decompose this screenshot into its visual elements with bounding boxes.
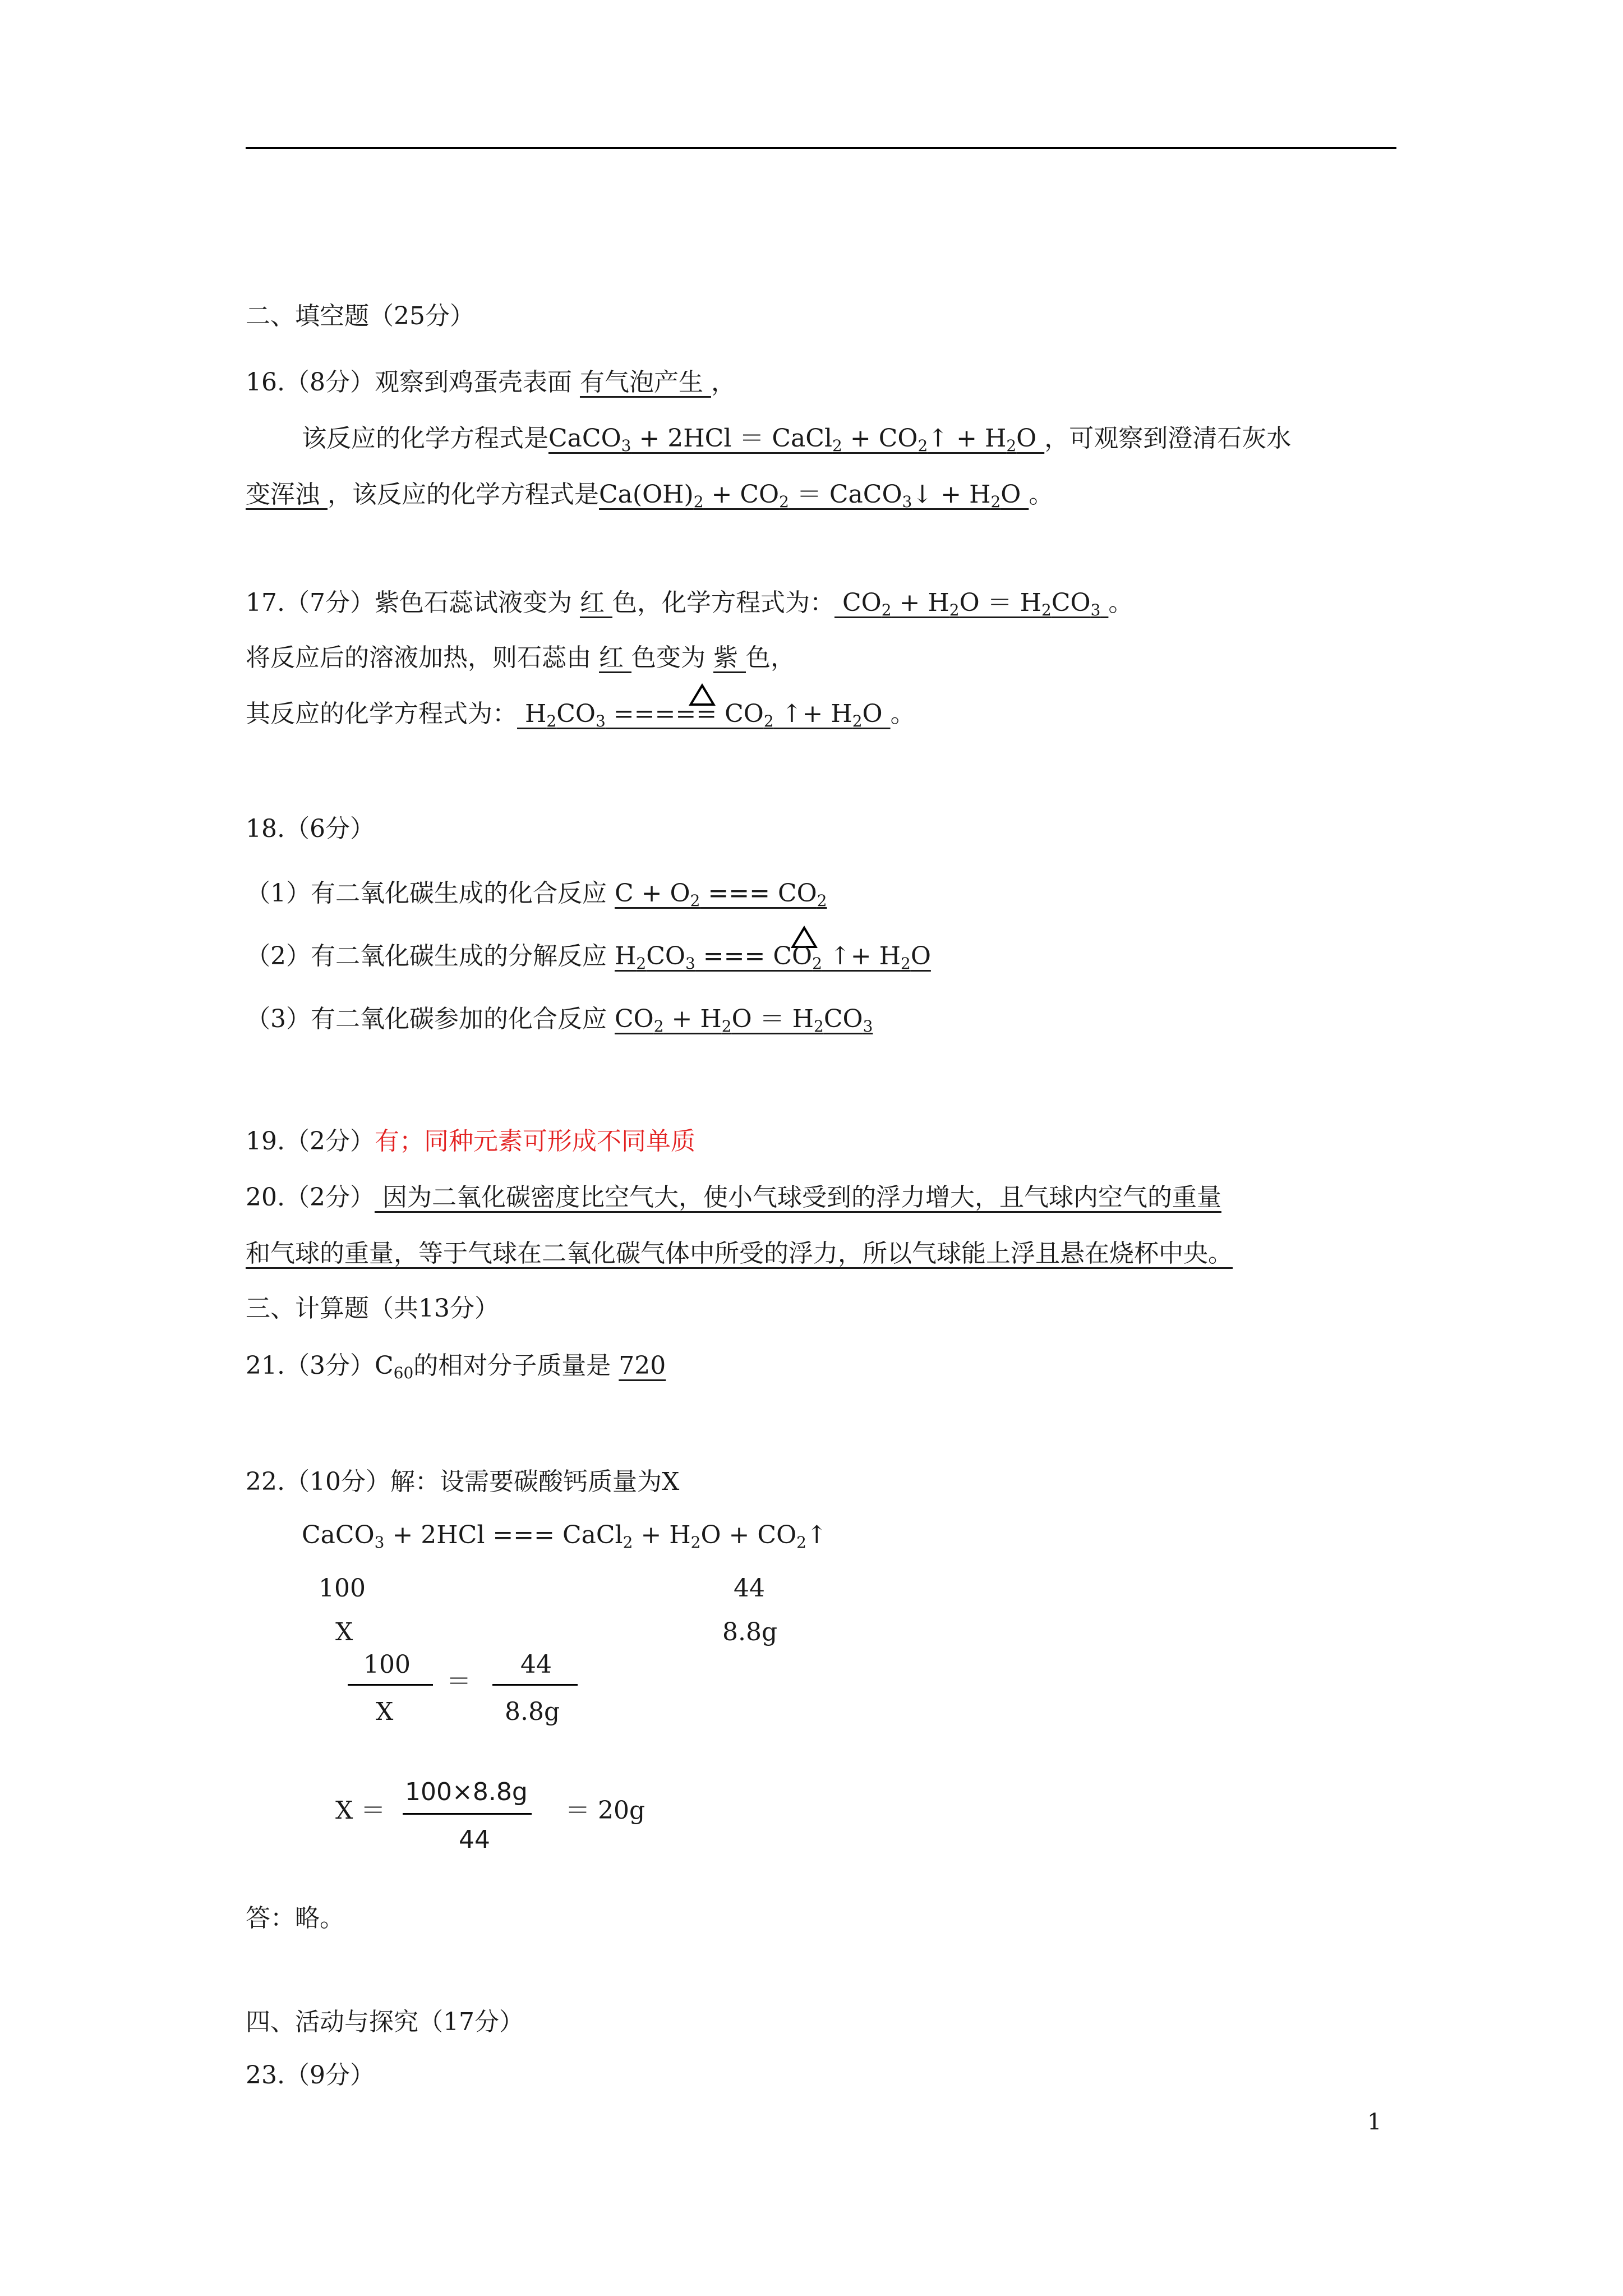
fraction-2-bar [492, 1684, 578, 1686]
question-16-line-1: 16.（8分）观察到鸡蛋壳表面 有气泡产生 ， [246, 368, 736, 397]
mass-co2: 8.8g [722, 1618, 778, 1646]
molar-mass-caco3: 100 [319, 1574, 366, 1603]
molar-mass-co2: 44 [734, 1574, 765, 1603]
question-17-line-2: 将反应后的溶液加热，则石蕊由 红 色变为 紫 色， [246, 643, 795, 672]
result-denominator: 44 [459, 1825, 490, 1854]
equation-decomposition: $H_2CO_3$ ===== $CO_2$ ↑+ $H_2O$ [517, 700, 891, 730]
result-rhs: ＝ 20g [565, 1796, 645, 1825]
section-3-title: 三、计算题（共13分） [246, 1294, 499, 1323]
answer-red: 红 [579, 588, 612, 617]
question-16-line-2: 该反应的化学方程式是CaCO$_3$ + 2HCl ＝ CaCl$_2$ + $CO_2↑ + H_2O$ ，可观察到澄清石灰水 [302, 424, 1292, 455]
fraction-1-numerator: 100 [363, 1650, 411, 1679]
answer-purple: 紫 [713, 643, 746, 672]
question-22-equation: CaCO$_3$ + 2HCl === CaCl$_2$ + $H_2O$ + $CO_2↑$ [302, 1521, 827, 1552]
question-17-line-1: 17.（7分）紫色石蕊试液变为 红 色，化学方程式为： $CO_2 + H_2O = H_2CO_3$ 。 [246, 588, 1133, 619]
answer-bubbles: 有气泡产生 [579, 368, 711, 397]
answer-omitted: 答：略。 [246, 1904, 344, 1932]
question-19: 19.（2分）有；同种元素可形成不同单质 [246, 1127, 695, 1156]
question-16-line-3: 变浑浊 ，该反应的化学方程式是$Ca(OH)_2 + CO_2$ ＝ CaCO$_3$↓ + $H_2O$ 。 [246, 480, 1054, 511]
equation-carbonic-acid: $CO_2 + H_2O = H_2CO_3$ [834, 588, 1101, 619]
question-18-header: 18.（6分） [246, 815, 375, 843]
fraction-2-numerator: 44 [520, 1650, 552, 1679]
question-20-line-1: 20.（2分） 因为二氧化碳密度比空气大，使小气球受到的浮力增大，且气球内空气的重量 [246, 1183, 1221, 1212]
question-22-header: 22.（10分）解：设需要碳酸钙质量为X [246, 1467, 680, 1496]
fraction-2-denominator: 8.8g [505, 1697, 560, 1726]
question-20-line-2: 和气球的重量，等于气球在二氧化碳气体中所受的浮力，所以气球能上浮且悬在烧杯中央。 [246, 1239, 1233, 1268]
answer-720: 720 [619, 1351, 666, 1380]
page-number: 1 [1367, 2109, 1382, 2135]
header-rule [246, 147, 1396, 149]
answer-red-2: 红 [599, 643, 631, 672]
fraction-1-bar [348, 1684, 433, 1686]
question-17-line-3: 其反应的化学方程式为： $H_2CO_3$ ===== $CO_2$ ↑+ $H_2O$ 。 [246, 700, 915, 730]
section-4-title: 四、活动与探究（17分） [246, 2008, 524, 2036]
equation-limewater: $Ca(OH)_2 + CO_2$ ＝ CaCO$_3$↓ + $H_2O$ [599, 480, 1029, 511]
question-18-line-1: （1）有二氧化碳生成的化合反应 $C + O_2$ === $CO_2$ [246, 879, 827, 910]
question-21: 21.（3分）$C_{60}$的相对分子质量是 720 [246, 1351, 666, 1382]
question-18-line-2: （2）有二氧化碳生成的分解反应 $H_2CO_3$ === $CO_2$ ↑+ $H_2O$ [246, 942, 931, 973]
result-lhs: X ＝ [335, 1796, 386, 1825]
fraction-equals: ＝ [446, 1667, 471, 1696]
question-18-line-3: （3）有二氧化碳参加的化合反应 $CO_2 + H_2O = H_2CO_3$ [246, 1005, 873, 1036]
fraction-1-denominator: X [376, 1697, 394, 1726]
result-bar [403, 1813, 532, 1815]
result-numerator: 100×8.8g [405, 1778, 528, 1806]
answer-turbid: 变浑浊 [246, 480, 328, 509]
answer-allotrope: 有；同种元素可形成不同单质 [374, 1127, 695, 1156]
question-23-header: 23.（9分） [246, 2061, 375, 2090]
equation-caco3-hcl: CaCO$_3$ + 2HCl ＝ CaCl$_2$ + $CO_2↑ + H_2O$ [548, 424, 1045, 455]
unknown-x: X [335, 1618, 353, 1646]
section-2-title: 二、填空题（25分） [246, 302, 474, 330]
